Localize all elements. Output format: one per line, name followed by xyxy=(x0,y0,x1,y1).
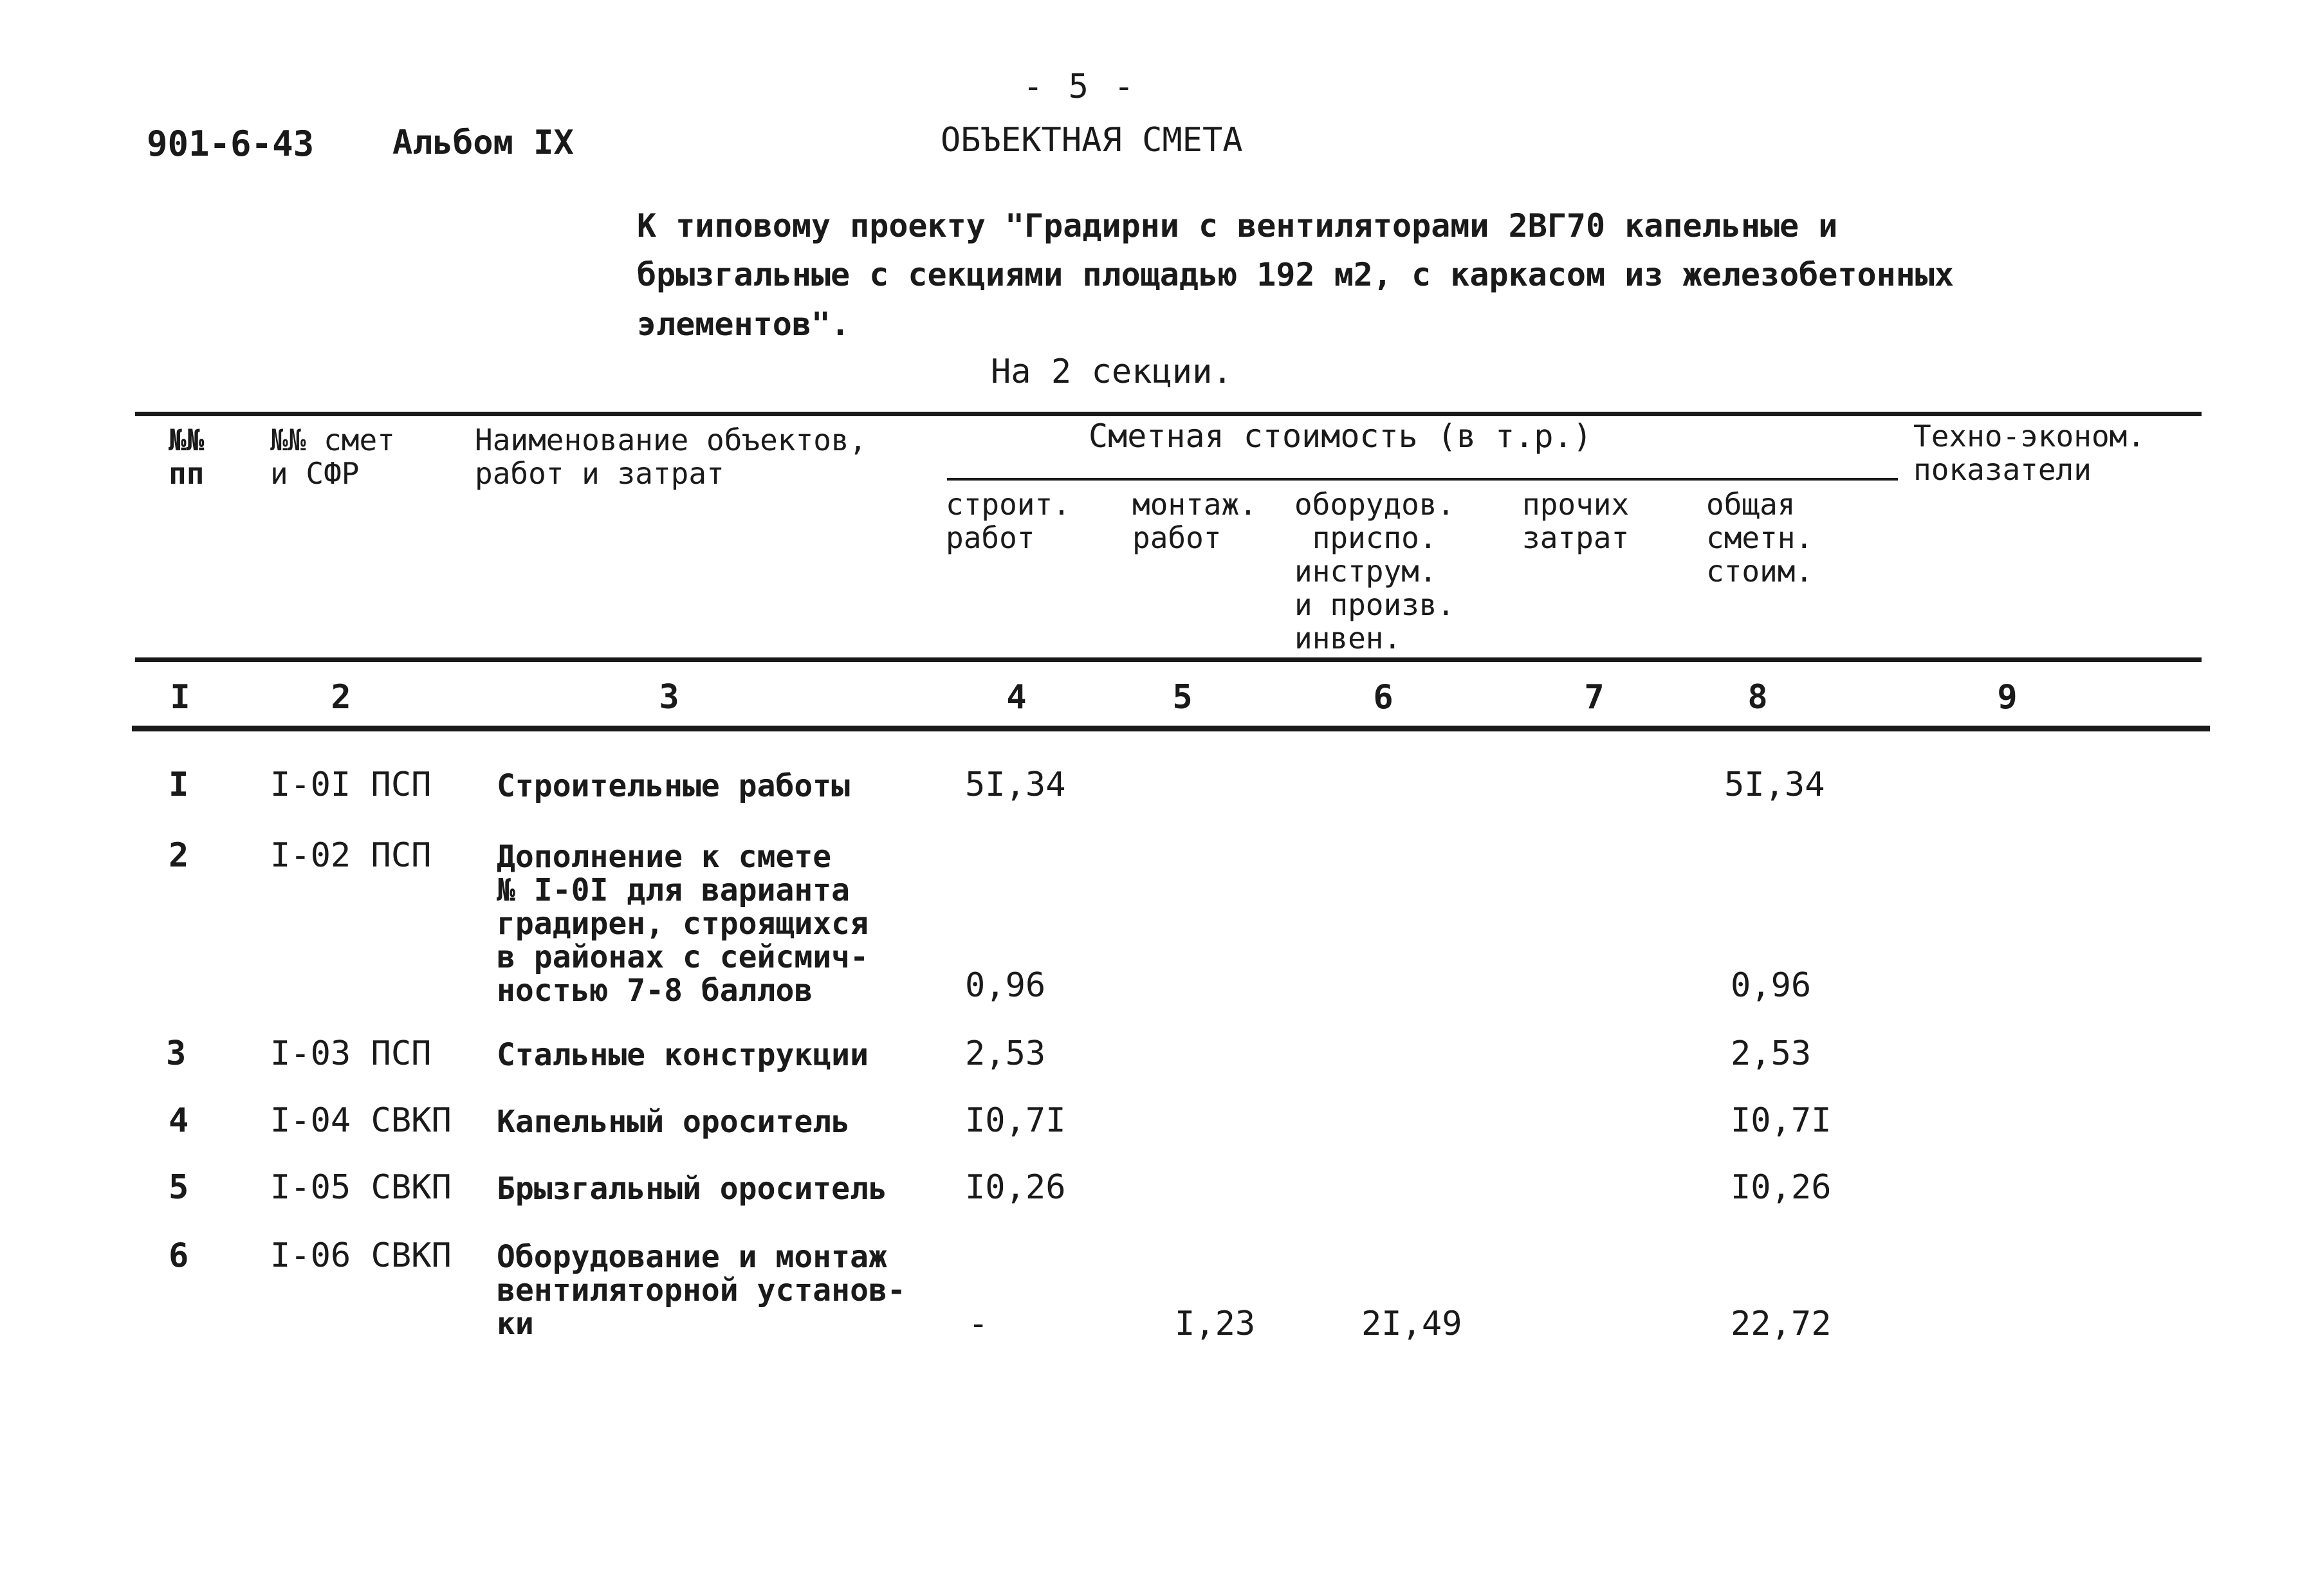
project-line-3: элементов". xyxy=(637,306,851,343)
table-row-total: 5I,34 xyxy=(1724,766,1825,804)
header-equipment: оборудов. приспо. инструм. и произв. инвен. xyxy=(1294,487,1455,656)
table-row-number: 4 xyxy=(169,1101,189,1140)
header-indicators: Техно-эконом. показатели xyxy=(1913,419,2146,487)
column-number-8: 8 xyxy=(1747,678,1768,717)
table-top-rule xyxy=(135,412,2202,416)
column-number-2: 2 xyxy=(331,678,351,717)
table-row-estimate: I-03 ПСП xyxy=(270,1034,432,1073)
column-numbers-rule xyxy=(132,726,2210,731)
table-row-construction: I0,26 xyxy=(965,1168,1066,1207)
table-row-estimate: I-04 СВКП xyxy=(270,1101,452,1140)
column-number-3: 3 xyxy=(659,678,679,717)
table-row-estimate: I-06 СВКП xyxy=(270,1236,452,1275)
header-bottom-rule xyxy=(135,657,2202,662)
column-number-9: 9 xyxy=(1997,678,2018,717)
header-name: Наименование объектов, работ и затрат xyxy=(475,423,867,491)
header-total: общая сметн. стоим. xyxy=(1706,487,1814,589)
column-number-5: 5 xyxy=(1172,678,1193,717)
document-code: 901-6-43 xyxy=(147,124,315,164)
table-row-estimate: I-02 ПСП xyxy=(270,836,432,875)
document-title: ОБЪЕКТНАЯ СМЕТА xyxy=(941,121,1243,160)
column-number-1: I xyxy=(170,678,190,717)
project-line-1: К типовому проекту "Градирни с вентиляторами 2ВГ70 капельные и xyxy=(637,207,1838,244)
project-line-2: брызгальные с секциями площадью 192 м2, с каркасом из железобетонных xyxy=(637,256,1954,293)
table-row-name: Оборудование и монтаж вентиляторной установ- ки xyxy=(497,1239,906,1342)
table-row-equipment: 2I,49 xyxy=(1361,1305,1462,1343)
table-row-name: Стальные конструкции xyxy=(497,1037,869,1073)
table-row-name: Дополнение к смете № I-0I для варианта градирен, строящихся в районах с сейсмич- ностью 7-8 баллов xyxy=(497,839,869,1009)
table-row-installation: I,23 xyxy=(1175,1305,1256,1343)
table-row-number: 2 xyxy=(169,836,189,875)
column-number-7: 7 xyxy=(1584,678,1605,717)
table-row-number: 5 xyxy=(169,1168,189,1207)
table-row-total: I0,7I xyxy=(1731,1101,1832,1140)
table-row-name: Строительные работы xyxy=(497,768,851,804)
table-row-name: Брызгальный ороситель xyxy=(497,1171,887,1207)
album-label: Альбом IX xyxy=(392,124,574,162)
page-number: - 5 - xyxy=(1023,68,1137,106)
header-cost-group: Сметная стоимость (в т.р.) xyxy=(1089,417,1592,455)
table-row-construction: I0,7I xyxy=(965,1101,1066,1140)
table-row-total: 2,53 xyxy=(1731,1034,1812,1073)
header-other: прочих затрат xyxy=(1522,487,1630,555)
table-row-number: 6 xyxy=(169,1236,189,1275)
table-row-total: 22,72 xyxy=(1731,1305,1832,1343)
table-row-construction: 0,96 xyxy=(965,966,1046,1005)
header-installation: монтаж. работ xyxy=(1132,487,1257,555)
table-row-name: Капельный ороситель xyxy=(497,1104,851,1140)
sections-note: На 2 секции. xyxy=(991,353,1233,391)
column-number-6: 6 xyxy=(1373,678,1394,717)
table-row-estimate: I-05 СВКП xyxy=(270,1168,452,1207)
column-number-4: 4 xyxy=(1006,678,1027,717)
table-row-construction: 5I,34 xyxy=(965,766,1066,804)
table-row-estimate: I-0I ПСП xyxy=(270,766,432,804)
table-row-construction: 2,53 xyxy=(965,1034,1046,1073)
table-row-total: 0,96 xyxy=(1731,966,1812,1005)
table-row-number: 3 xyxy=(166,1034,187,1073)
table-row-construction: - xyxy=(968,1305,989,1343)
table-row-total: I0,26 xyxy=(1731,1168,1832,1207)
header-estimate-number: №№ смет и СФР xyxy=(270,423,395,491)
header-construction: строит. работ xyxy=(946,487,1071,555)
header-row-number: №№ пп xyxy=(169,423,205,491)
group-header-rule xyxy=(947,478,1898,481)
table-row-number: I xyxy=(169,766,189,804)
